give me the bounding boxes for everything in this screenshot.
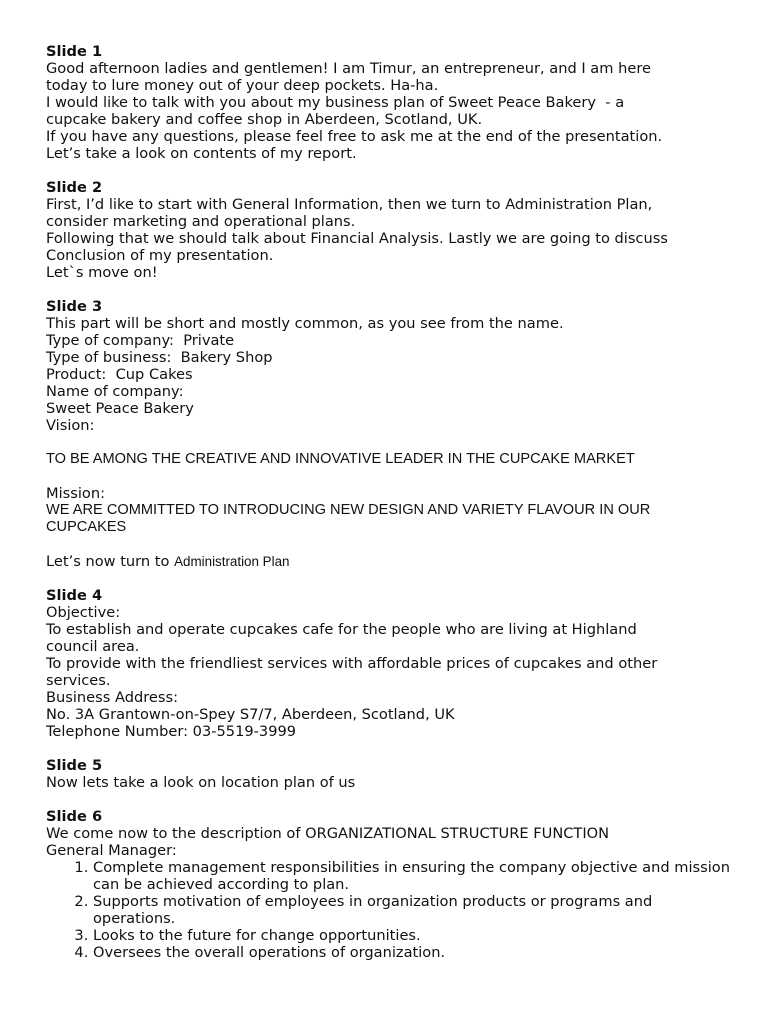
- slide-heading: Slide 3: [46, 298, 103, 315]
- company-type-line: Type of company: Private: [46, 332, 235, 349]
- paragraph-line: Now lets take a look on location plan of us: [46, 774, 356, 791]
- telephone-line: Telephone Number: 03-5519-3999: [46, 723, 297, 740]
- product-line: Product: Cup Cakes: [46, 366, 193, 383]
- slide-heading: Slide 5: [46, 757, 103, 774]
- slide-5-section: [46, 757, 736, 791]
- slide-heading: Slide 1: [46, 43, 103, 60]
- business-type-line: Type of business: Bakery Shop: [46, 349, 273, 366]
- paragraph-line: This part will be short and mostly common, as you see from the name.: [46, 315, 564, 332]
- paragraph-line: I would like to talk with you about my business plan of Sweet Peace Bakery - a: [46, 94, 625, 111]
- slide-4-section: [46, 587, 736, 740]
- company-name-value: Sweet Peace Bakery: [46, 400, 194, 417]
- paragraph-line: Following that we should talk about Financial Analysis. Lastly we are going to discuss: [46, 230, 668, 247]
- company-name-label: Name of company:: [46, 383, 184, 400]
- list-item: 2. Supports motivation of employees in organization products or programs and operations.: [93, 893, 736, 927]
- transition-prefix: Let’s now turn to: [46, 553, 175, 570]
- slide-1-section: [46, 43, 736, 162]
- slide-heading: Slide 4: [46, 587, 103, 604]
- vision-label: Vision:: [46, 417, 95, 434]
- paragraph-line: If you have any questions, please feel free to ask me at the end of the presentation.: [46, 128, 663, 145]
- spacer: [46, 536, 736, 553]
- slide-heading: Slide 2: [46, 179, 103, 196]
- address-value: No. 3A Grantown-on-Spey S7/7, Aberdeen, Scotland, UK: [46, 706, 455, 723]
- mission-label: Mission:: [46, 485, 106, 502]
- objective-label: Objective:: [46, 604, 121, 621]
- paragraph-line: Good afternoon ladies and gentlemen! I am Timur, an entrepreneur, and I am here: [46, 60, 651, 77]
- list-item: 3. Looks to the future for change opportunities.: [93, 927, 736, 944]
- paragraph-line: First, I’d like to start with General Information, then we turn to Administration Plan,: [46, 196, 653, 213]
- general-manager-label: General Manager:: [46, 842, 177, 859]
- spacer: [46, 468, 736, 485]
- paragraph-line: To establish and operate cupcakes cafe for the people who are living at Highland: [46, 621, 637, 638]
- transition-target: Administration Plan: [174, 554, 290, 569]
- mission-statement-line: WE ARE COMMITTED TO INTRODUCING NEW DESIGN AND VARIETY FLAVOUR IN OUR: [46, 502, 651, 518]
- paragraph-line: We come now to the description of ORGANIZATIONAL STRUCTURE FUNCTION: [46, 825, 610, 842]
- paragraph-line: Let’s take a look on contents of my report.: [46, 145, 357, 162]
- paragraph-line: To provide with the friendliest services with affordable prices of cupcakes and other: [46, 655, 658, 672]
- spacer: [46, 434, 736, 451]
- transition-line: [46, 553, 736, 570]
- list-item: 4. Oversees the overall operations of organization.: [93, 944, 736, 961]
- vision-statement: TO BE AMONG THE CREATIVE AND INNOVATIVE LEADER IN THE CUPCAKE MARKET: [46, 451, 635, 467]
- list-item: 1. Complete management responsibilities in ensuring the company objective and mission can be achieved according to plan.: [93, 859, 736, 893]
- paragraph-line: Conclusion of my presentation.: [46, 247, 274, 264]
- slide-heading: Slide 6: [46, 808, 103, 825]
- document-page: [46, 43, 736, 978]
- paragraph-line: today to lure money out of your deep pockets. Ha-ha.: [46, 77, 439, 94]
- paragraph-line: services.: [46, 672, 111, 689]
- paragraph-line: consider marketing and operational plans.: [46, 213, 356, 230]
- responsibilities-list: [46, 859, 736, 961]
- paragraph-line: cupcake bakery and coffee shop in Aberdeen, Scotland, UK.: [46, 111, 483, 128]
- paragraph-line: council area.: [46, 638, 140, 655]
- slide-2-section: [46, 179, 736, 281]
- mission-statement-line: CUPCAKES: [46, 519, 127, 535]
- slide-6-section: [46, 808, 736, 961]
- address-label: Business Address:: [46, 689, 179, 706]
- paragraph-line: Let`s move on!: [46, 264, 158, 281]
- slide-3-section: [46, 298, 736, 570]
